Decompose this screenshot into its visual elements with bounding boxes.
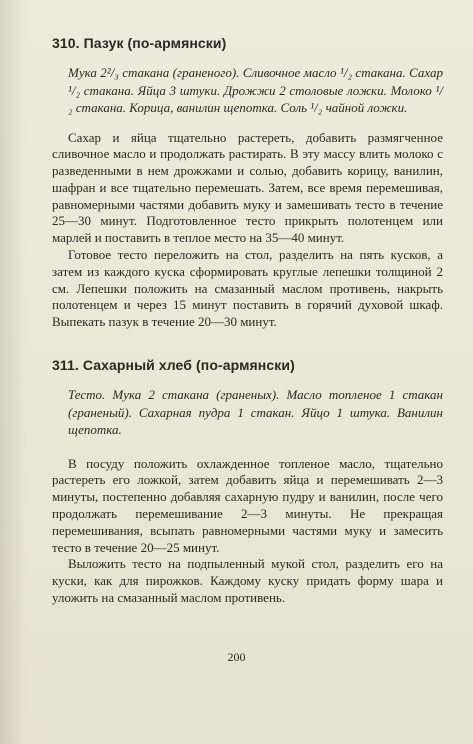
recipe-title: 310. Пазук (по-армянски) (52, 35, 227, 51)
instruction-paragraph: Готовое тесто переложить на стол, разделить на пять кусков, а затем из каждого куска сформировать круглые лепешки толщиной 2 см. Лепешки положить на смазанный маслом противень, накрыть полотенцем и через 15 минут поставить в горячий духовой шкаф. Выпекать пазук в течение 20—30 минут. (52, 247, 443, 330)
recipe-310 (52, 34, 443, 331)
instruction-paragraph: В посуду положить охлажденное топленое масло, тщательно растереть его ложкой, затем добавить яйца и перемешивать 2—3 минуты, постепенно добавляя сахарную пудру и ванилин, после чего продолжать перемешивание 2—3 минуты. Не прекращая перемешивания, всыпать равномерными частями муку и замесить тесто в течение 20—25 минут. (52, 455, 443, 555)
ingredients-list: Мука 2²/₃ стакана (граненого). Сливочное масло ¹/₂ стакана. Сахар ¹/₂ стакана. Яйца 3 штуки. Дрожжи 2 столовые ложки. Молоко ¹/₂ стакана. Корица, ванилин щепотка. Соль ¹/₂ чайной ложки. (68, 65, 443, 115)
page-number: 200 (227, 650, 246, 664)
instruction-paragraph: Выложить тесто на подпыленный мукой стол, разделить его на куски, как для пирожков. Каждому куску придать форму шара и уложить на смазанный маслом противень. (52, 556, 443, 605)
recipe-311 (52, 356, 443, 607)
ingredients-list: Тесто. Мука 2 стакана (граненых). Масло топленое 1 стакан (граненый). Сахарная пудра 1 стакан. Яйцо 1 штука. Ванилин щепотка. (68, 387, 443, 438)
recipe-title: 311. Сахарный хлеб (по-армянски) (52, 357, 295, 374)
instruction-paragraph: Сахар и яйца тщательно растереть, добавить размягченное сливочное масло и продолжать растирать. В эту массу влить молоко с разведенными в нем дрожжами и солью, добавить корицу, ванилин, шафран и все тщательно перемешать. Затем, все время перемешивая, равномерными частями добавить муку и замешивать тесто в течение 25—30 минут. Подготовленное тесто прикрыть полотенцем или марлей и поставить в теплое место на 35—40 минут. (52, 129, 443, 246)
